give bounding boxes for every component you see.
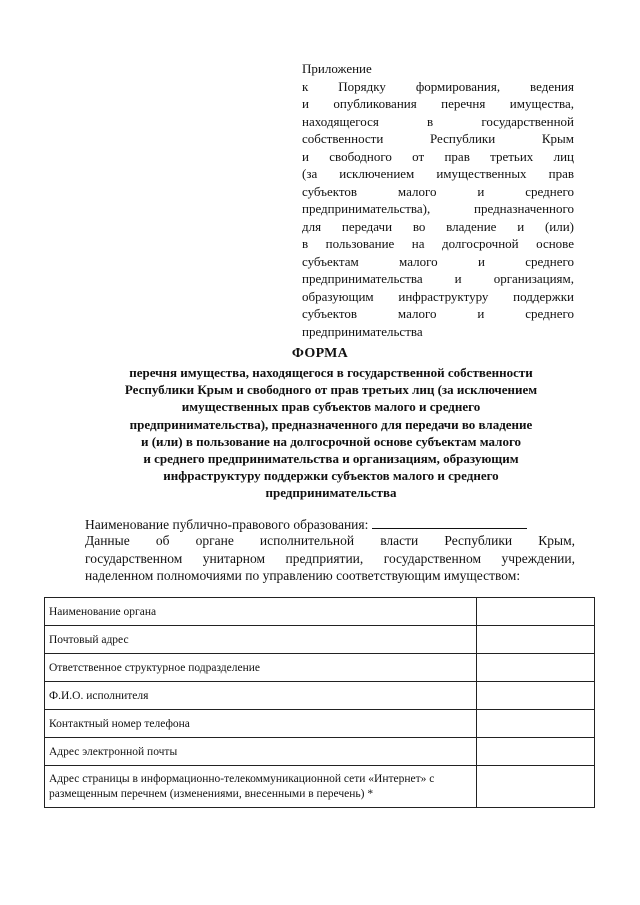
annex-line: (за исключением имущественных прав xyxy=(302,166,574,181)
annex-line: субъектам малого и среднего xyxy=(302,253,574,269)
annex-line: субъектов малого и среднего xyxy=(302,183,574,199)
annex-line: субъектов малого и среднего xyxy=(302,306,574,321)
entity-name-blank[interactable] xyxy=(372,516,527,529)
table-row xyxy=(45,738,595,766)
row-value-cell[interactable] xyxy=(476,738,594,766)
table-row xyxy=(45,654,595,682)
table-row xyxy=(45,626,595,654)
annex-line: образующим инфраструктуру поддержки xyxy=(302,288,574,304)
row-label: Почтовый адрес xyxy=(45,626,477,654)
annex-line: предпринимательства и организациям, xyxy=(302,271,574,286)
subtitle-line: имущественных прав субъектов малого и среднего xyxy=(181,399,481,415)
authority-data-paragraph xyxy=(85,532,575,585)
annex-line: Приложение xyxy=(302,61,372,76)
annex-line: к Порядку формирования, ведения xyxy=(302,78,574,94)
row-label: Адрес электронной почты xyxy=(45,738,477,766)
row-label xyxy=(45,766,477,808)
annex-header xyxy=(302,60,574,340)
annex-line: для передачи во владение и (или) xyxy=(302,218,574,234)
annex-line: в пользование на долгосрочной основе xyxy=(302,236,574,251)
annex-line: и свободного от прав третьих лиц xyxy=(302,148,574,164)
subtitle-line: Республики Крым и свободного от прав третьих лиц (за исключением xyxy=(124,382,538,398)
annex-line: предпринимательства xyxy=(302,323,423,339)
form-title: ФОРМА xyxy=(291,346,349,361)
table-row xyxy=(45,598,595,626)
annex-line: находящегося в государственной xyxy=(302,113,574,129)
paragraph-line: Данные об органе исполнительной власти Республики Крым, xyxy=(85,533,575,548)
row-label: Ф.И.О. исполнителя xyxy=(45,682,477,710)
row-value-cell[interactable] xyxy=(476,682,594,710)
row-label: Наименование органа xyxy=(45,598,477,626)
row-label: Ответственное структурное подразделение xyxy=(45,654,477,682)
row-value-cell[interactable] xyxy=(476,654,594,682)
row-label: Контактный номер телефона xyxy=(45,710,477,738)
table-row xyxy=(45,682,595,710)
row-value-cell[interactable] xyxy=(476,710,594,738)
entity-name-label: Наименование публично-правового образования: xyxy=(85,517,369,532)
subtitle-line: и (или) в пользование на долгосрочной основе субъектам малого xyxy=(140,433,522,449)
authority-info-table xyxy=(44,597,595,808)
entity-name-line xyxy=(85,516,527,533)
row-label-line: размещенным перечнем (изменениями, внесенными в перечень) * xyxy=(49,787,374,800)
row-value-cell[interactable] xyxy=(476,766,594,808)
subtitle-line: перечня имущества, находящегося в государственной собственности xyxy=(129,365,533,380)
row-label-line: Адрес страницы в информационно-телекоммуникационной сети «Интернет» с xyxy=(49,772,435,785)
annex-line: предпринимательства), предназначенного xyxy=(302,201,574,216)
subtitle-line: предпринимательства), предназначенного для передачи во владение xyxy=(129,416,533,432)
paragraph-line: государственном унитарном предприятии, государственном учреждении, xyxy=(85,550,575,566)
subtitle-line: инфраструктуру поддержки субъектов малого и среднего xyxy=(163,468,499,484)
table-row xyxy=(45,766,595,808)
subtitle-line: и среднего предпринимательства и организациям, образующим xyxy=(143,451,519,467)
table-row xyxy=(45,710,595,738)
row-value-cell[interactable] xyxy=(476,598,594,626)
subtitle-line: предпринимательства xyxy=(265,485,397,501)
form-subtitle xyxy=(86,364,576,502)
annex-line: и опубликования перечня имущества, xyxy=(302,96,574,111)
paragraph-line: наделенном полномочиями по управлению соответствующим имуществом: xyxy=(85,568,521,583)
annex-line: собственности Республики Крым xyxy=(302,131,574,146)
row-value-cell[interactable] xyxy=(476,626,594,654)
